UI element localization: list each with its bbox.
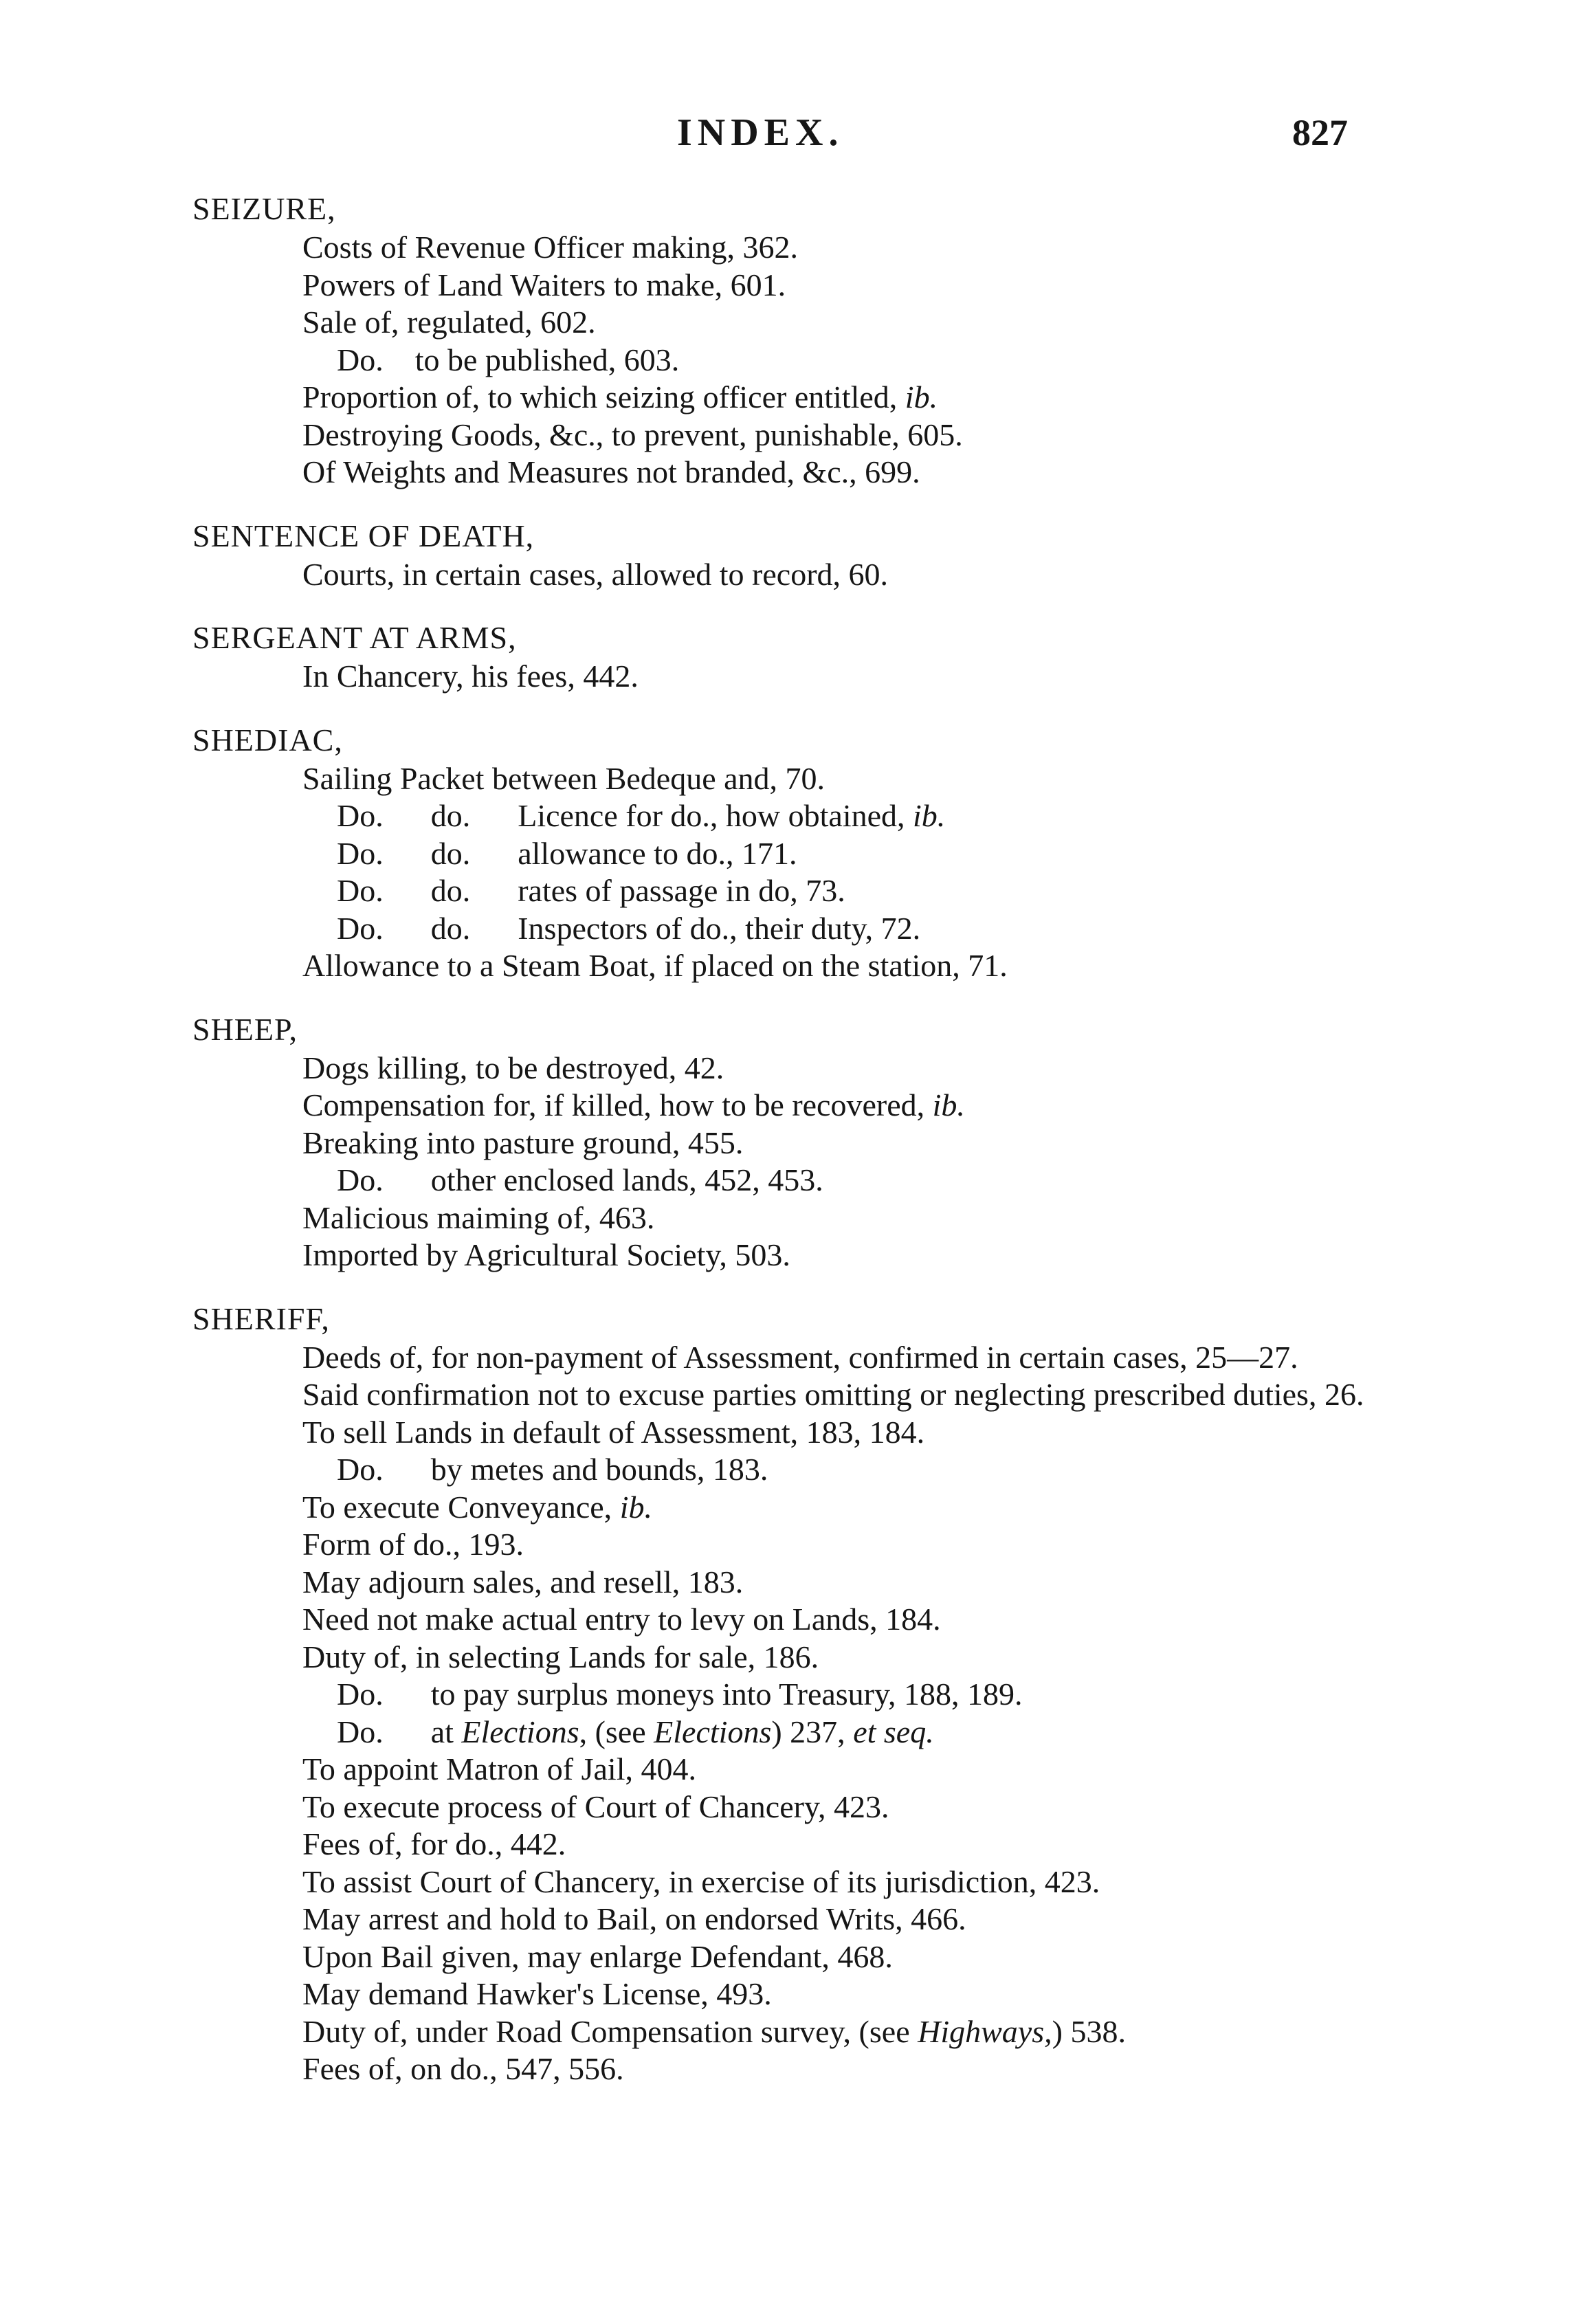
index-entry-sheriff [192, 1299, 1375, 2088]
subentry: Imported by Agricultural Society, 503. [302, 1237, 790, 1272]
index-entry-seizure [192, 189, 1375, 491]
subentry: Allowance to a Steam Boat, if placed on the station, 71. [302, 948, 1008, 983]
index-entry-sentence-of-death [192, 516, 1375, 594]
subentry: Form of do., 193. [302, 1527, 524, 1562]
index-entry-shediac [192, 720, 1375, 985]
subentry: Powers of Land Waiters to make, 601. [302, 267, 786, 302]
entry-heading: SERGEANT AT ARMS, [192, 620, 517, 655]
subentry: Do. other enclosed lands, 452, 453. [337, 1162, 823, 1197]
entry-subentries [192, 1050, 1375, 1274]
entry-subentries [192, 229, 1375, 491]
subentry: Malicious maiming of, 463. [302, 1199, 655, 1235]
subentry: Do. do. allowance to do., 171. [337, 835, 797, 871]
subentry: Do. do. rates of passage in do, 73. [337, 873, 845, 908]
subentry: To appoint Matron of Jail, 404. [302, 1751, 696, 1786]
entry-heading: SHERIFF, [192, 1301, 330, 1336]
subentry: Do. do. Licence for do., how obtained, ib. [337, 798, 946, 833]
subentry: To sell Lands in default of Assessment, 183, 184. [302, 1414, 925, 1450]
index-entry-sergeant-at-arms [192, 618, 1375, 696]
subentry: To execute Conveyance, ib. [302, 1489, 652, 1525]
subentry: Upon Bail given, may enlarge Defendant, 468. [302, 1938, 893, 1974]
subentry: Duty of, under Road Compensation survey, (see Highways,) 538. [302, 2013, 1126, 2049]
subentry: May demand Hawker's License, 493. [302, 1976, 772, 2011]
subentry: Duty of, in selecting Lands for sale, 186. [302, 1639, 819, 1674]
subentry: Do. by metes and bounds, 183. [337, 1452, 768, 1487]
subentry: To assist Court of Chancery, in exercise of its jurisdiction, 423. [302, 1863, 1100, 1899]
index-entry-sheep [192, 1010, 1375, 1274]
subentry: Courts, in certain cases, allowed to record, 60. [302, 556, 889, 592]
subentry: In Chancery, his fees, 442. [302, 659, 639, 694]
subentry: Sailing Packet between Bedeque and, 70. [302, 760, 825, 796]
entry-subentries [192, 658, 1375, 696]
index-entries [192, 189, 1375, 2113]
subentry: Need not make actual entry to levy on Lands, 184. [302, 1602, 941, 1637]
subentry: May arrest and hold to Bail, on endorsed Writs, 466. [302, 1901, 966, 1936]
subentry: Fees of, for do., 442. [302, 1826, 566, 1861]
entry-heading: SHEEP, [192, 1011, 298, 1047]
subentry: Of Weights and Measures not branded, &c., 699. [302, 454, 920, 489]
subentry: Fees of, on do., 547, 556. [302, 2051, 624, 2086]
entry-heading: SHEDIAC, [192, 722, 343, 757]
entry-subentries [192, 760, 1375, 985]
subentry: Breaking into pasture ground, 455. [302, 1125, 744, 1160]
subentry: Sale of, regulated, 602. [302, 305, 596, 340]
entry-subentries [192, 1339, 1375, 2088]
page-header [0, 109, 1585, 157]
page-number: 827 [1292, 112, 1348, 153]
subentry: Do. do. Inspectors of do., their duty, 72. [337, 910, 921, 946]
subentry: Dogs killing, to be destroyed, 42. [302, 1050, 724, 1085]
entry-heading: SEIZURE, [192, 191, 336, 226]
subentry: Costs of Revenue Officer making, 362. [302, 230, 798, 265]
page-title: INDEX. [677, 111, 844, 154]
subentry: May adjourn sales, and resell, 183. [302, 1564, 744, 1600]
subentry: Do. to be published, 603. [337, 342, 680, 377]
entry-subentries [192, 556, 1375, 594]
subentry: To execute process of Court of Chancery, 423. [302, 1789, 889, 1824]
subentry: Said confirmation not to excuse parties omitting or neglecting prescribed duties, 26. [302, 1377, 1364, 1412]
subentry: Do. at Elections, (see Elections) 237, et seq. [337, 1714, 934, 1749]
subentry: Destroying Goods, &c., to prevent, punishable, 605. [302, 417, 963, 452]
subentry: Deeds of, for non-payment of Assessment, confirmed in certain cases, 25—27. [302, 1339, 1298, 1375]
subentry: Do. to pay surplus moneys into Treasury, 188, 189. [337, 1676, 1023, 1712]
entry-heading: SENTENCE OF DEATH, [192, 518, 535, 553]
subentry: Compensation for, if killed, how to be recovered, ib. [302, 1087, 965, 1122]
subentry: Proportion of, to which seizing officer entitled, ib. [302, 379, 938, 414]
